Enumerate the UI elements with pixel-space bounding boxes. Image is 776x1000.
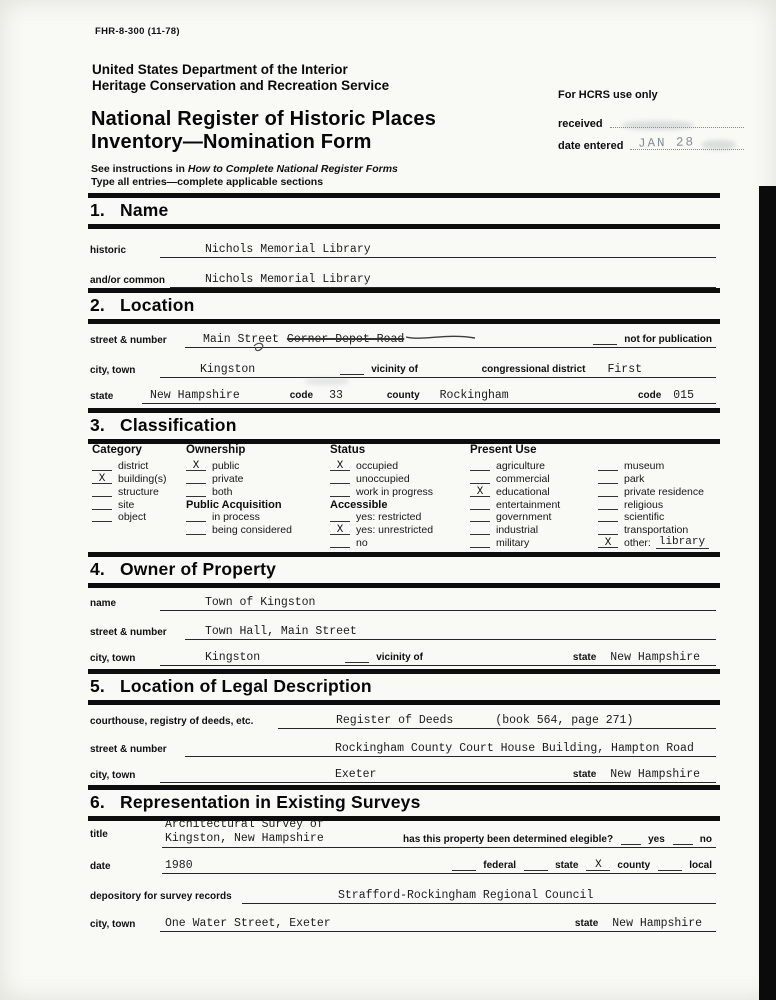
field-label: street & number <box>90 335 167 346</box>
checkbox-label: occupied <box>356 459 399 472</box>
field-line <box>160 593 716 611</box>
street-value: Main Street <box>203 333 279 346</box>
survey-date-value: 1980 <box>165 859 193 872</box>
local-label: local <box>689 860 712 871</box>
checkbox-item <box>330 511 433 524</box>
checkbox-label: educational <box>496 485 550 498</box>
field-label: title <box>90 828 108 840</box>
checkbox-item <box>92 498 166 511</box>
checkbox-line: X <box>92 475 112 484</box>
field-line <box>160 359 716 378</box>
handwritten-strike-tail <box>406 332 476 342</box>
checkbox-line <box>92 496 112 497</box>
column-title: Category <box>92 444 142 456</box>
field-line <box>170 269 716 288</box>
checkbox-line <box>470 534 490 535</box>
stamp-smudge <box>622 121 694 130</box>
checkbox-label: private <box>212 472 244 485</box>
checkbox-item <box>330 472 433 485</box>
field-row-legal-city <box>90 766 716 783</box>
checkbox-line <box>598 496 618 497</box>
eligible-question: has this property been determined elegible? <box>403 834 614 845</box>
field-row-depository <box>90 887 716 904</box>
checkbox-line <box>470 470 490 471</box>
vicinity-label: vicinity of <box>376 652 423 663</box>
legal-street-value: Rockingham County Court House Building, Hampton Road <box>335 742 694 755</box>
department-line2: Heritage Conservation and Recreation Service <box>92 78 390 93</box>
checkbox-label: religious <box>624 498 664 511</box>
checkbox-line: X <box>330 462 350 471</box>
section-heading-owner <box>88 552 720 588</box>
survey-title-value <box>165 818 324 847</box>
checkbox-label: agriculture <box>496 459 546 472</box>
field-label: depository for survey records <box>90 891 232 902</box>
column-title: Present Use <box>470 444 537 456</box>
checkbox-line <box>186 496 206 497</box>
section-title: Classification <box>120 415 237 435</box>
section-heading-legal <box>88 669 720 705</box>
checkbox-item <box>330 523 433 536</box>
checkbox-label: site <box>118 498 135 511</box>
congressional-district-value: First <box>607 363 642 376</box>
checkbox-label: entertainment <box>496 498 561 511</box>
section-heading-name <box>88 193 720 229</box>
checkbox-item-other <box>598 536 709 549</box>
checkbox-label: work in progress <box>356 485 434 498</box>
depository-value: Strafford-Rockingham Regional Council <box>338 889 594 902</box>
county-label: county <box>386 390 420 401</box>
checkbox-item <box>470 523 560 536</box>
checkbox-line <box>330 547 350 548</box>
common-name-value: Nichols Memorial Library <box>205 273 371 286</box>
field-line <box>160 765 716 783</box>
code-label: code <box>637 390 662 401</box>
section-title: Location of Legal Description <box>120 676 372 696</box>
field-row-street <box>90 330 716 348</box>
column-title: Status <box>330 444 366 456</box>
owner-street-value: Town Hall, Main Street <box>205 625 357 638</box>
checkbox-item <box>186 523 292 536</box>
checkbox-item <box>598 498 709 511</box>
checkbox-item <box>186 459 292 472</box>
checkbox-item <box>470 485 560 498</box>
classification-status-column <box>330 444 433 549</box>
county-blank: X <box>586 861 610 871</box>
survey-state-value: New Hampshire <box>612 917 702 930</box>
checkbox-item <box>598 511 709 524</box>
checkbox-label: other: <box>624 537 651 550</box>
field-label: city, town <box>90 653 136 664</box>
field-row-owner-city <box>90 649 716 666</box>
city-value: Kingston <box>200 363 256 376</box>
historic-name-value: Nichols Memorial Library <box>205 243 371 256</box>
field-row-survey-city <box>90 913 716 932</box>
instructions-line1 <box>91 163 398 175</box>
checkbox-label: commercial <box>496 472 550 485</box>
checkbox-line <box>470 509 490 510</box>
state-blank <box>524 870 548 871</box>
field-row-owner-street <box>90 623 716 640</box>
instructions-prefix: See instructions in <box>91 163 185 175</box>
not-for-publication-blank <box>593 344 617 345</box>
field-row-survey-title <box>90 818 716 848</box>
state-label: state <box>572 652 597 663</box>
checkbox-line <box>598 470 618 471</box>
state-label: state <box>572 769 597 780</box>
yes-label: yes <box>648 834 665 845</box>
street-struck-text: Corner Depot Road <box>286 333 405 346</box>
field-label: and/or common <box>90 275 166 286</box>
checkbox-label: both <box>212 485 233 498</box>
checkbox-line <box>598 534 618 535</box>
checkbox-label: transportation <box>624 524 689 537</box>
department-line1: United States Department of the Interior <box>92 62 348 77</box>
courthouse-value: Register of Deeds <box>336 714 454 727</box>
field-line <box>162 818 716 848</box>
field-line <box>185 739 716 757</box>
checkbox-line <box>186 534 206 535</box>
congressional-district-label: congressional district <box>481 364 586 375</box>
checkbox-label: museum <box>624 459 665 472</box>
instructions-manual-title: How to Complete National Register Forms <box>187 163 398 175</box>
checkbox-label: military <box>496 537 530 550</box>
checkbox-item <box>330 485 433 498</box>
checkbox-item <box>470 536 560 549</box>
field-row-survey-date <box>90 857 716 874</box>
section-title: Location <box>120 295 195 315</box>
survey-title-line1: Architectural Survey of <box>165 818 324 831</box>
subcolumn-title: Accessible <box>330 498 388 511</box>
field-line <box>160 239 716 258</box>
vicinity-label: vicinity of <box>371 364 418 375</box>
section-number: 5. <box>90 676 105 696</box>
checkbox-label: being considered <box>212 524 292 537</box>
legal-state-value: New Hampshire <box>610 768 700 781</box>
no-label: no <box>699 834 712 845</box>
state-value: New Hampshire <box>150 389 240 402</box>
checkbox-item <box>470 498 560 511</box>
checkbox-label: private residence <box>624 485 704 498</box>
checkbox-label: unoccupied <box>356 472 410 485</box>
checkbox-item <box>186 511 292 524</box>
state-option-label: state <box>555 860 579 871</box>
field-label: city, town <box>90 770 136 781</box>
stamp-smudge <box>702 140 736 150</box>
section-number: 3. <box>90 415 105 435</box>
federal-label: federal <box>483 860 517 871</box>
column-spacer <box>598 444 709 459</box>
section-number: 2. <box>90 295 105 315</box>
checkbox-item <box>470 472 560 485</box>
field-label: name <box>90 598 117 609</box>
scan-edge-artifact <box>759 186 776 1000</box>
hcrs-use-label: For HCRS use only <box>558 89 658 101</box>
field-line <box>242 886 716 904</box>
owner-name-value: Town of Kingston <box>205 596 316 609</box>
checkbox-label: yes: unrestricted <box>356 524 434 537</box>
section-heading-surveys <box>88 785 720 821</box>
courthouse-book-ref: (book 564, page 271) <box>495 714 634 727</box>
section-heading-location <box>88 288 720 324</box>
checkbox-item <box>92 472 166 485</box>
checkbox-label: object <box>118 511 147 524</box>
checkbox-line <box>470 547 490 548</box>
section-title: Name <box>120 200 169 220</box>
county-value: Rockingham <box>439 389 509 402</box>
checkbox-item <box>92 511 166 524</box>
county-code-value: 015 <box>673 389 694 402</box>
federal-blank <box>452 870 476 871</box>
checkbox-line <box>330 496 350 497</box>
checkbox-line <box>598 521 618 522</box>
date-entered-stamp: JAN 28 <box>637 135 696 151</box>
checkbox-label: building(s) <box>118 472 167 485</box>
field-row-legal-street <box>90 740 716 757</box>
field-line <box>142 385 716 404</box>
classification-present-use-column <box>470 444 560 549</box>
checkbox-line <box>92 470 112 471</box>
other-use-value: library <box>656 536 709 549</box>
field-line <box>160 912 716 932</box>
checkbox-line <box>186 483 206 484</box>
field-label: street & number <box>90 744 167 755</box>
field-label: city, town <box>90 919 136 930</box>
yes-blank <box>621 844 641 845</box>
checkbox-label: structure <box>118 485 159 498</box>
checkbox-item <box>598 472 709 485</box>
owner-city-value: Kingston <box>205 651 261 664</box>
checkbox-item <box>598 485 709 498</box>
checkbox-label: industrial <box>496 524 539 537</box>
field-label: street & number <box>90 627 167 638</box>
checkbox-item <box>598 459 709 472</box>
field-line <box>160 648 716 666</box>
field-line <box>162 856 716 874</box>
field-label: historic <box>90 245 127 256</box>
legal-city-value: Exeter <box>335 768 377 781</box>
handwritten-mark <box>251 341 269 354</box>
form-title-line1: National Register of Historic Places <box>91 108 437 130</box>
vicinity-blank <box>345 662 369 663</box>
checkbox-line <box>330 521 350 522</box>
field-row-city <box>90 360 716 378</box>
classification-ownership-column <box>186 444 292 536</box>
checkbox-label: district <box>118 459 149 472</box>
checkbox-item <box>186 472 292 485</box>
field-line <box>185 622 716 640</box>
checkbox-label: in process <box>212 511 260 524</box>
section-number: 4. <box>90 559 105 579</box>
survey-city-value: One Water Street, Exeter <box>165 917 331 930</box>
checkbox-line: X <box>470 488 490 497</box>
scan-smudge <box>305 378 349 385</box>
section-heading-classification <box>88 408 720 444</box>
checkbox-label: public <box>212 459 240 472</box>
checkbox-item <box>330 536 433 549</box>
checkbox-line <box>470 483 490 484</box>
checkbox-item <box>470 459 560 472</box>
checkbox-label: yes: restricted <box>356 511 422 524</box>
no-blank <box>673 844 693 845</box>
section-number: 1. <box>90 200 105 220</box>
checkbox-line <box>470 521 490 522</box>
checkbox-item <box>598 523 709 536</box>
date-entered-label: date entered <box>558 140 624 152</box>
checkbox-line: X <box>186 462 206 471</box>
received-label: received <box>558 118 603 130</box>
field-label: courthouse, registry of deeds, etc. <box>90 716 254 727</box>
checkbox-line <box>92 521 112 522</box>
checkbox-line <box>186 521 206 522</box>
code-label: code <box>289 390 314 401</box>
field-label: city, town <box>90 365 136 376</box>
checkbox-label: no <box>356 537 368 550</box>
classification-present-use-column2 <box>598 444 709 549</box>
state-label: state <box>574 918 599 929</box>
county-label: county <box>617 860 651 871</box>
checkbox-item <box>92 485 166 498</box>
checkbox-item <box>186 485 292 498</box>
checkbox-line <box>330 483 350 484</box>
field-line <box>278 711 716 729</box>
checkbox-line: X <box>330 526 350 535</box>
section-title: Owner of Property <box>120 559 277 579</box>
checkbox-line: X <box>598 539 618 548</box>
field-row-state <box>90 386 716 404</box>
local-blank <box>658 870 682 871</box>
field-row-historic <box>90 240 716 258</box>
field-row-courthouse <box>90 712 716 729</box>
form-title-line2: Inventory—Nomination Form <box>91 131 372 153</box>
checkbox-line <box>92 509 112 510</box>
instructions-line2: Type all entries—complete applicable sections <box>91 176 324 188</box>
field-row-owner-name <box>90 594 716 611</box>
checkbox-label: park <box>624 472 645 485</box>
form-number: FHR-8-300 (11-78) <box>95 26 180 37</box>
not-for-publication-label: not for publication <box>624 334 712 345</box>
checkbox-line <box>598 509 618 510</box>
subcolumn-title: Public Acquisition <box>186 498 282 511</box>
column-title: Ownership <box>186 444 246 456</box>
checkbox-line <box>598 483 618 484</box>
checkbox-label: scientific <box>624 511 665 524</box>
classification-category-column <box>92 444 166 523</box>
checkbox-item <box>92 459 166 472</box>
section-title: Representation in Existing Surveys <box>120 792 421 812</box>
checkbox-label: government <box>496 511 552 524</box>
field-label: state <box>90 391 114 402</box>
vicinity-blank <box>340 374 364 375</box>
checkbox-item <box>470 511 560 524</box>
state-code-value: 33 <box>329 389 343 402</box>
survey-title-line2: Kingston, New Hampshire <box>165 832 324 845</box>
field-row-common <box>90 270 716 288</box>
checkbox-item <box>330 459 433 472</box>
owner-state-value: New Hampshire <box>610 651 700 664</box>
field-label: date <box>90 861 111 872</box>
section-number: 6. <box>90 792 105 812</box>
